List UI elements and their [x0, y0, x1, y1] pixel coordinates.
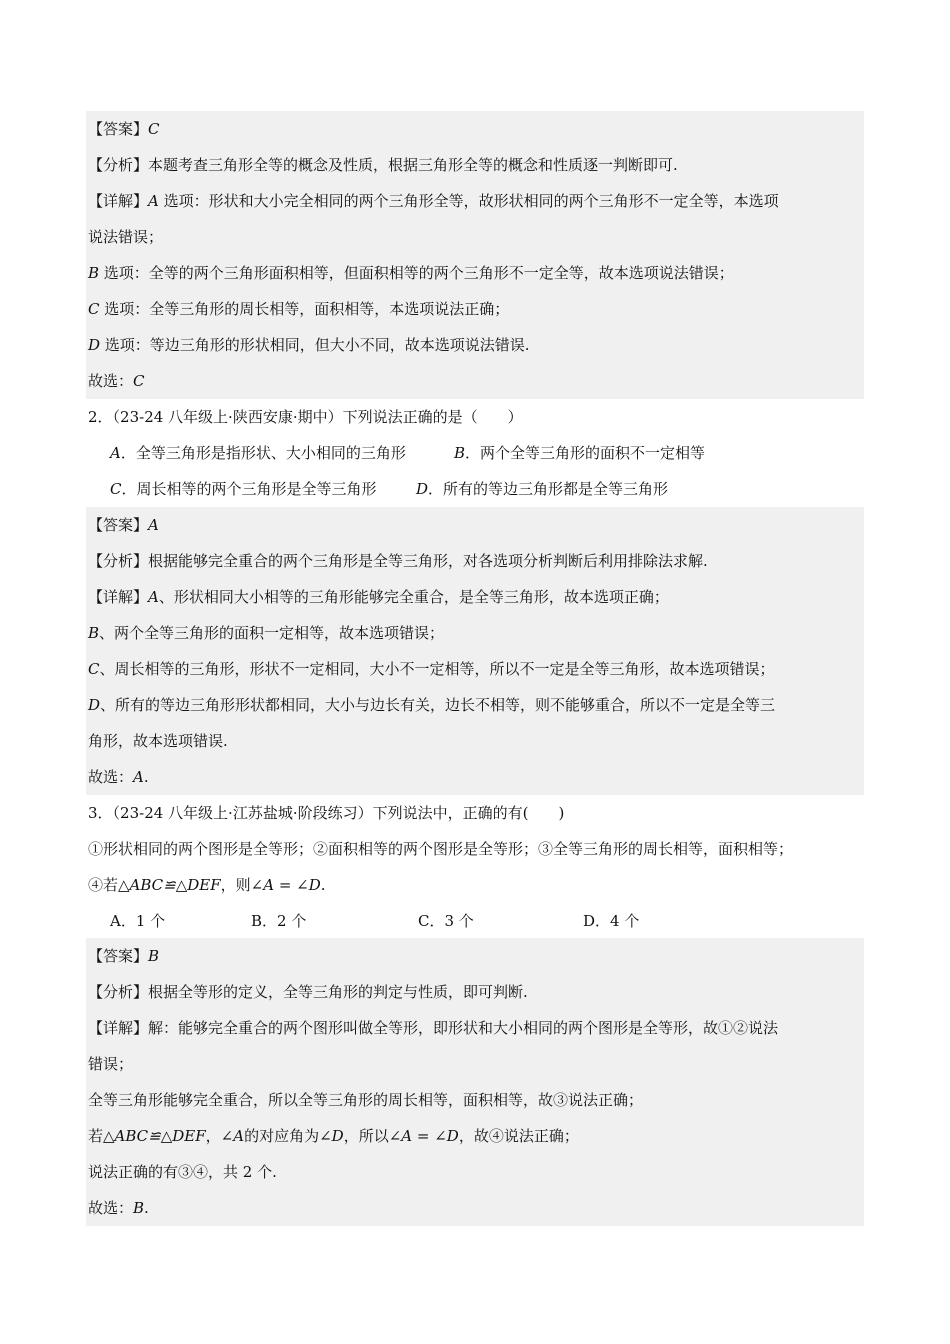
congruence-expression: △ABC≌△DEF	[103, 1127, 206, 1145]
detail-label: 【详解】	[88, 588, 149, 606]
detail-line	[86, 183, 864, 219]
detail-text: 、周长相等的三角形，形状不一定相同，大小不一定相等，所以不一定是全等三角形，故本选项错误；	[99, 660, 775, 678]
answer-line	[86, 507, 864, 543]
detail-text: 角形，故本选项错误.	[88, 732, 228, 750]
option-var: D	[88, 696, 101, 714]
analysis-label: 【分析】	[88, 156, 149, 174]
analysis-text: 根据全等形的定义，全等三角形的判定与性质，即可判断.	[148, 983, 528, 1001]
congruence-expression: △ABC≌△DEF	[118, 876, 221, 894]
angle-a: ∠A	[220, 1127, 245, 1145]
option-b	[454, 435, 705, 471]
option-letter: C	[110, 480, 122, 498]
q3-solution-block	[86, 938, 864, 1226]
detail-line	[86, 615, 864, 651]
detail-text: 说法错误；	[88, 228, 164, 246]
choose-line	[86, 759, 864, 795]
detail-line	[86, 651, 864, 687]
detail-text: 解：能够完全重合的两个图形叫做全等形，即形状和大小相同的两个图形是全等形，故①②说法	[148, 1019, 779, 1037]
detail-label: 【详解】	[88, 192, 149, 210]
detail-line	[86, 1118, 864, 1154]
detail-line	[86, 687, 864, 723]
choose-end: .	[144, 1199, 149, 1217]
detail-text: ，所以	[343, 1127, 389, 1145]
detail-text: 选项：全等三角形的周长相等，面积相等，本选项说法正确；	[99, 300, 510, 318]
angle-d: ∠D	[319, 1127, 344, 1145]
detail-line	[86, 291, 864, 327]
answer-label: 【答案】	[88, 947, 149, 965]
answer-label: 【答案】	[88, 120, 149, 138]
detail-line	[86, 255, 864, 291]
detail-text: 选项：等边三角形的形状相同，但大小不同，故本选项说法错误.	[100, 336, 530, 354]
q1-solution-block	[86, 111, 864, 399]
option-c: C．3 个	[418, 912, 474, 930]
option-var: B	[88, 264, 100, 282]
detail-line	[86, 219, 864, 255]
option-var: C	[88, 300, 100, 318]
option-d	[416, 471, 668, 507]
detail-label: 【详解】	[88, 1019, 149, 1037]
choose-line	[86, 363, 864, 399]
question-stem: 2．（23-24 八年级上·陕西安康·期中）下列说法正确的是（ ）	[88, 408, 523, 426]
detail-line	[86, 723, 864, 759]
analysis-line	[86, 974, 864, 1010]
choose-value: B	[133, 1199, 145, 1217]
detail-text: ，	[205, 1127, 221, 1145]
option-letter: D	[416, 480, 429, 498]
detail-text: 错误；	[88, 1055, 134, 1073]
choose-line	[86, 1190, 864, 1226]
q3-statement-4	[86, 867, 864, 903]
detail-text: ，故④说法正确；	[458, 1127, 579, 1145]
detail-line	[86, 327, 864, 363]
detail-text: 、两个全等三角形的面积一定相等，故本选项错误；	[99, 624, 445, 642]
q2-options-row-2	[86, 471, 864, 507]
detail-line	[86, 579, 864, 615]
choose-end: .	[143, 768, 149, 786]
answer-line	[86, 938, 864, 974]
analysis-label: 【分析】	[88, 552, 149, 570]
analysis-line	[86, 543, 864, 579]
detail-text: 的对应角为	[244, 1127, 320, 1145]
choose-label: 故选：	[88, 372, 134, 390]
option-letter: A	[110, 444, 121, 462]
detail-text: 选项：全等的两个三角形面积相等，但面积相等的两个三角形不一定全等，故本选项说法错误；	[99, 264, 734, 282]
q2-options-row-1	[86, 435, 864, 471]
option-letter: B	[454, 444, 466, 462]
option-c	[110, 480, 377, 498]
q3-statements: ①形状相同的两个图形是全等形；②面积相等的两个图形是全等形；③全等三角形的周长相等，面积相等；	[88, 840, 794, 858]
option-text: ．所有的等边三角形都是全等三角形	[428, 480, 669, 498]
answer-line	[86, 111, 864, 147]
choose-value: A	[133, 768, 144, 786]
option-a	[110, 444, 406, 462]
choose-label: 故选：	[88, 1199, 134, 1217]
option-a: A．1 个	[110, 912, 166, 930]
answer-value: C	[148, 120, 160, 138]
detail-text: 全等三角形能够完全重合，所以全等三角形的周长相等，面积相等，故③说法正确；	[88, 1091, 644, 1109]
q2-solution-block	[86, 507, 864, 795]
q2-block	[86, 399, 864, 507]
answer-value: A	[148, 516, 159, 534]
analysis-text: 根据能够完全重合的两个三角形是全等三角形，对各选项分析判断后利用排除法求解.	[148, 552, 708, 570]
detail-line	[86, 1010, 864, 1046]
option-var: C	[88, 660, 100, 678]
statement-end: .	[320, 876, 326, 894]
option-text: ．全等三角形是指形状、大小相同的三角形	[120, 444, 406, 462]
option-b: B．2 个	[251, 912, 307, 930]
q3-options-row	[86, 903, 864, 939]
detail-text: 若	[88, 1127, 104, 1145]
detail-line	[86, 1082, 864, 1118]
statement-prefix: ④若	[88, 876, 119, 894]
option-var: A	[148, 192, 159, 210]
option-text: ．周长相等的两个三角形是全等三角形	[121, 480, 377, 498]
answer-value: B	[148, 947, 160, 965]
detail-text: 说法正确的有③④，共 2 个.	[88, 1163, 277, 1181]
detail-text: 选项：形状和大小完全相同的两个三角形全等，故形状相同的两个三角形不一定全等，本选项	[158, 192, 779, 210]
analysis-text: 本题考查三角形全等的概念及性质，根据三角形全等的概念和性质逐一判断即可.	[148, 156, 678, 174]
analysis-label: 【分析】	[88, 983, 149, 1001]
detail-line	[86, 1046, 864, 1082]
detail-line	[86, 1154, 864, 1190]
q3-block	[86, 795, 864, 939]
angle-equation: ∠A = ∠D	[250, 876, 321, 894]
question-stem: 3．（23-24 八年级上·江苏盐城·阶段练习）下列说法中，正确的有( )	[88, 804, 565, 822]
option-d: D．4 个	[583, 912, 640, 930]
choose-value: C	[133, 372, 145, 390]
angle-equation: ∠A = ∠D	[388, 1127, 459, 1145]
analysis-line	[86, 147, 864, 183]
option-var: D	[88, 336, 101, 354]
option-var: B	[88, 624, 100, 642]
detail-text: 、形状相同大小相等的三角形能够完全重合，是全等三角形，故本选项正确；	[158, 588, 669, 606]
option-var: A	[148, 588, 159, 606]
statement-mid: ，则	[220, 876, 251, 894]
detail-text: 、所有的等边三角形形状都相同，大小与边长有关，边长不相等，则不能够重合，所以不一定是全等三	[100, 696, 776, 714]
choose-label: 故选：	[88, 768, 134, 786]
answer-label: 【答案】	[88, 516, 149, 534]
option-text: ．两个全等三角形的面积不一定相等	[465, 444, 706, 462]
